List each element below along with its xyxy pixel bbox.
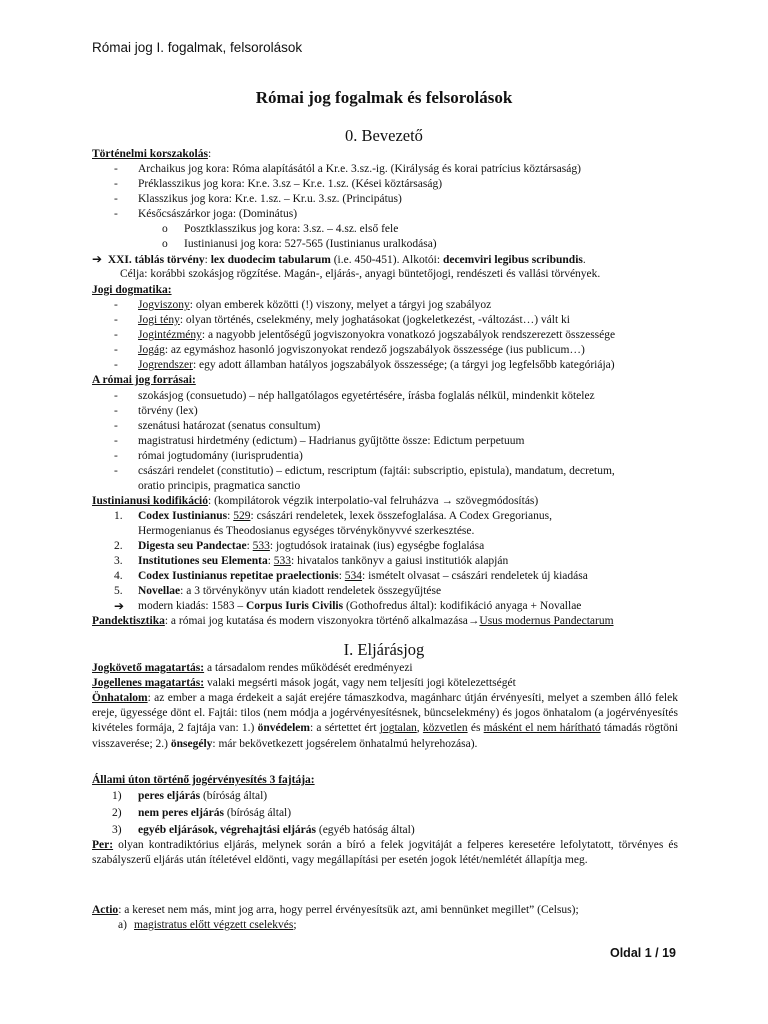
state-enforcement-heading: Állami úton történő jogérvényesítés 3 fajtája: xyxy=(92,774,315,786)
twelve-tables-line: ➔ XXI. táblás törvény: lex duodecim tabularum (i.e. 450-451). Alkotói: decemviri legibus scribundis. xyxy=(92,252,586,266)
page-number: Oldal 1 / 19 xyxy=(609,946,676,960)
definition-line: Jogellenes magatartás: valaki megsérti mások jogát, vagy nem teljesíti jogi kötelezettségét xyxy=(92,677,516,689)
actio-line: Actio: a kereset nem más, mint jog arra, hogy perrel érvényesítsük azt, ami bennünket megillet” (Celsus); xyxy=(92,904,579,916)
arrow-icon: ➔ xyxy=(92,252,103,266)
document-title: Római jog fogalmak és felsorolások xyxy=(255,88,513,107)
codification-heading: Iustinianusi kodifikáció: (kompilátorok végzik interpolatio-val felruházva → szövegmódosítás) xyxy=(92,495,539,507)
numbered-item-continuation: Hermogenianus és Theodosianus egységes törvénykönyvvé szerkesztése. xyxy=(138,525,475,537)
lawsuit-paragraph: Per: olyan kontradiktórius eljárás, melynek során a bíró a felek jogvitáját a felperes keresetére lefolytatott, törvényes és szabályszerű eljárás után ítéletével eldönti, vagy megállapítási per esetén jogok létét/nemlétét állapítja meg. xyxy=(92,839,678,867)
list-item-continuation: oratio principis, pragmatica sanctio xyxy=(138,480,301,492)
dogmatics-heading: Jogi dogmatika: xyxy=(92,284,172,296)
running-header: Római jog I. fogalmak, felsorolások xyxy=(92,40,303,55)
pandectistics-line: Pandektisztika: a római jog kutatása és modern viszonyokra történő alkalmazása→Usus modernus Pandectarum xyxy=(92,615,614,627)
arrow-icon: ➔ xyxy=(114,599,125,613)
self-help-paragraph: Önhatalom: az ember a maga érdekeit a saját erejére támaszkodva, magánharc útján érvényesíti, melyet a szemben álló felek ereje, ügyessége dönt el. Fajtái: tilos (nem módja a jogérvényesítésnek, büncselekmény) és jogos önhatalom (a jogérvényesítés kivételes formája, 2 fajtája van: 1.) önvédelem: a sértettet ért jogtalan, közvetlen és másként el nem hárítható támadás rögtöni visszaverése; 2.) önsegély: már bekövetkezett jogsérelem önhatalmú helyrehozása). xyxy=(92,692,678,750)
section-heading-intro: 0. Bevezető xyxy=(345,126,423,145)
definition-line: Jogkövető magatartás: a társadalom rendes működését eredményezi xyxy=(92,662,413,674)
purpose-line: Célja: korábbi szokásjog rögzítése. Magán-, eljárás-, anyagi büntetőjogi, rendészeti és vallási törvények. xyxy=(120,268,601,280)
section-heading-procedure: I. Eljárásjog xyxy=(343,640,425,659)
periods-heading: Történelmi korszakolás: xyxy=(92,148,212,160)
sources-heading: A római jog forrásai: xyxy=(92,374,196,386)
